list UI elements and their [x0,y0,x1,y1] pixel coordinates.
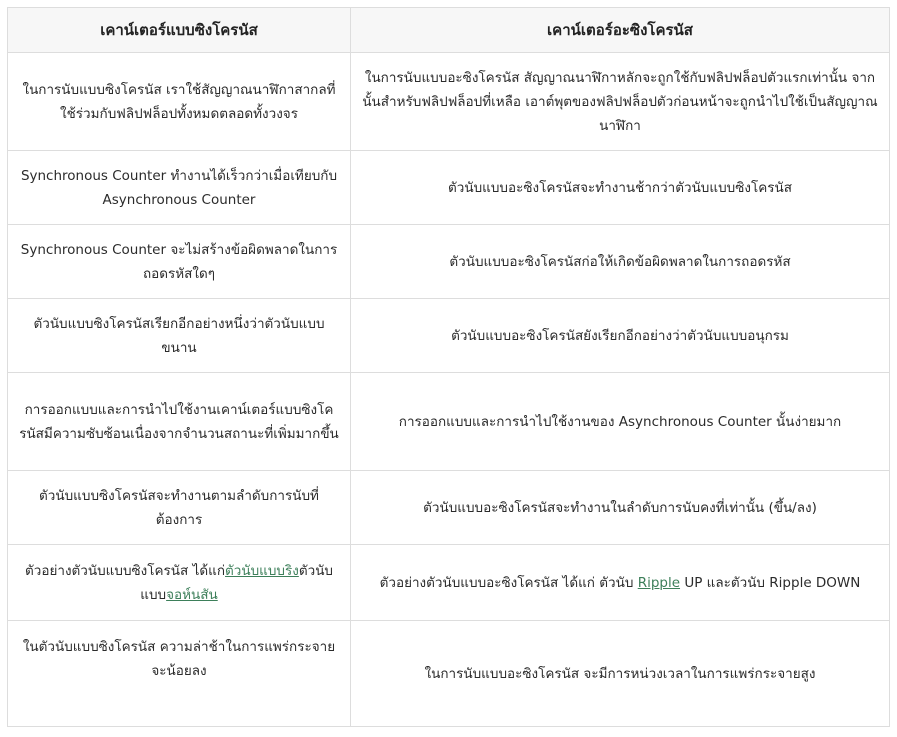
table-row [8,299,890,373]
async-cell: ตัวนับแบบอะซิงโครนัสก่อให้เกิดข้อผิดพลาดในการถอดรหัส [351,225,890,299]
header-synchronous: เคาน์เตอร์แบบซิงโครนัส [8,8,351,53]
header-asynchronous: เคาน์เตอร์อะซิงโครนัส [351,8,890,53]
table-row [8,53,890,151]
table-row [8,373,890,471]
sync-cell: Synchronous Counter ทำงานได้เร็วกว่าเมื่อเทียบกับ Asynchronous Counter [8,151,351,225]
sync-cell: Synchronous Counter จะไม่สร้างข้อผิดพลาดในการถอดรหัสใดๆ [8,225,351,299]
table-row [8,621,890,727]
async-example-suffix: UP และตัวนับ Ripple DOWN [680,574,861,591]
sync-example-mid: ตัวนับ แบบ [140,562,333,603]
johnson-counter-link[interactable]: จอห์นสัน [166,586,218,603]
ring-counter-link[interactable]: ตัวนับแบบริง [225,562,299,579]
comparison-table [7,7,890,727]
async-example-prefix: ตัวอย่างตัวนับแบบอะซิงโครนัส ได้แก่ ตัวนับ [379,574,638,591]
async-cell: ในการนับแบบอะซิงโครนัส สัญญาณนาฬิกาหลักจะถูกใช้กับฟลิปฟล็อปตัวแรกเท่านั้น จากนั้นสำหรับฟลิปฟล็อปที่เหลือ เอาต์พุตของฟลิปฟล็อปตัวก่อนหน้าจะถูกนำไปใช้เป็นสัญญาณนาฬิกา [351,53,890,151]
table-row [8,545,890,621]
sync-cell: ตัวนับแบบซิงโครนัสจะทำงานตามลำดับการนับที่ต้องการ [8,471,351,545]
table-row [8,225,890,299]
async-cell: ตัวนับแบบอะซิงโครนัสจะทำงานช้ากว่าตัวนับแบบซิงโครนัส [351,151,890,225]
ripple-counter-link[interactable]: Ripple [637,574,681,591]
sync-cell: ตัวนับแบบซิงโครนัสเรียกอีกอย่างหนึ่งว่าตัวนับแบบขนาน [8,299,351,373]
async-cell: การออกแบบและการนำไปใช้งานของ Asynchronous Counter นั้นง่ายมาก [351,373,890,471]
sync-cell: ในตัวนับแบบซิงโครนัส ความล่าช้าในการแพร่กระจายจะน้อยลง [8,621,351,727]
table-row [8,471,890,545]
async-cell [351,545,890,621]
sync-cell [8,545,351,621]
async-cell: ตัวนับแบบอะซิงโครนัสยังเรียกอีกอย่างว่าตัวนับแบบอนุกรม [351,299,890,373]
sync-cell: ในการนับแบบซิงโครนัส เราใช้สัญญาณนาฬิกาสากลที่ใช้ร่วมกับฟลิปฟล็อปทั้งหมดตลอดทั้งวงจร [8,53,351,151]
table-header-row [8,8,890,53]
async-cell: ในการนับแบบอะซิงโครนัส จะมีการหน่วงเวลาในการแพร่กระจายสูง [351,621,890,727]
async-cell: ตัวนับแบบอะซิงโครนัสจะทำงานในลำดับการนับคงที่เท่านั้น (ขึ้น/ลง) [351,471,890,545]
sync-example-prefix: ตัวอย่างตัวนับแบบซิงโครนัส ได้แก่ [25,562,226,579]
comparison-table-wrapper [7,7,889,727]
table-row [8,151,890,225]
sync-cell: การออกแบบและการนำไปใช้งานเคาน์เตอร์แบบซิงโครนัสมีความซับซ้อนเนื่องจากจำนวนสถานะที่เพิ่มมากขึ้น [8,373,351,471]
